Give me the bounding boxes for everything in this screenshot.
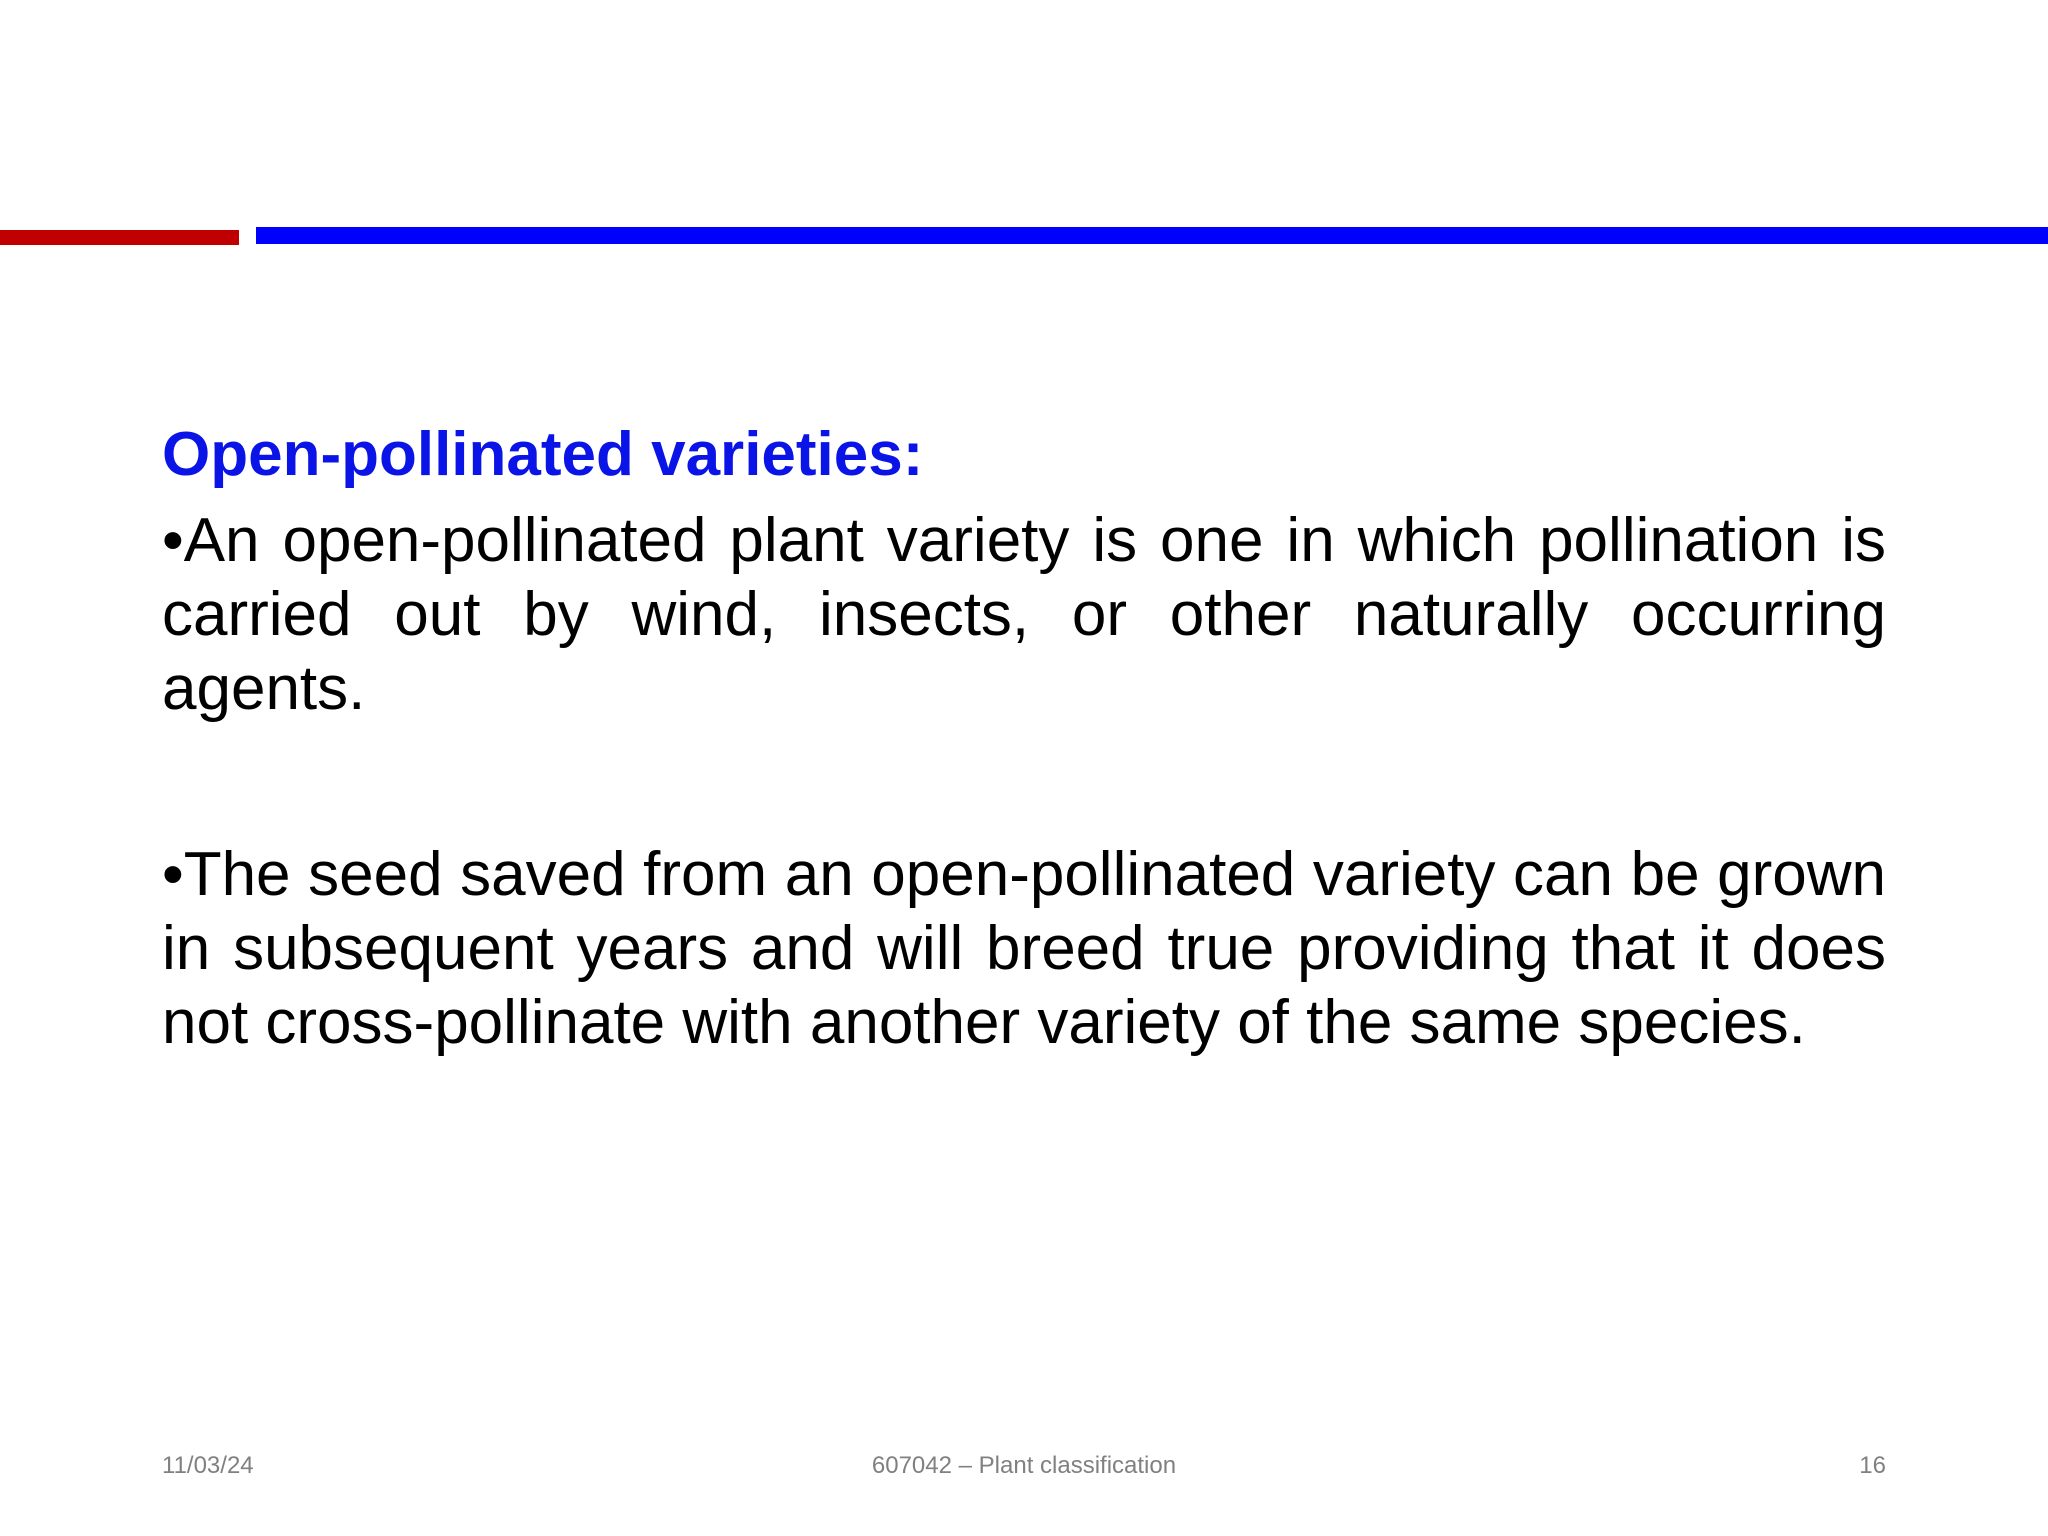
bullet-paragraph: •The seed saved from an open-pollinated variety can be grown in subsequent years and will breed true providing that it does not cross-pollinate with another variety of the same species. (162, 840, 1886, 1057)
bullet-paragraph: •An open-pollinated plant variety is one in which pollination is carried out by wind, insects, or other naturally occurring agents. (162, 506, 1886, 723)
footer-title: 607042 – Plant classification (871, 1452, 1177, 1479)
header-blue-rule (256, 227, 2048, 244)
slide-heading: Open-pollinated varieties: (162, 420, 924, 489)
footer-date: 11/03/24 (162, 1452, 254, 1479)
slide-number: 16 (1859, 1452, 1886, 1479)
header-red-rule (0, 230, 239, 245)
slide-body (162, 418, 1886, 1060)
